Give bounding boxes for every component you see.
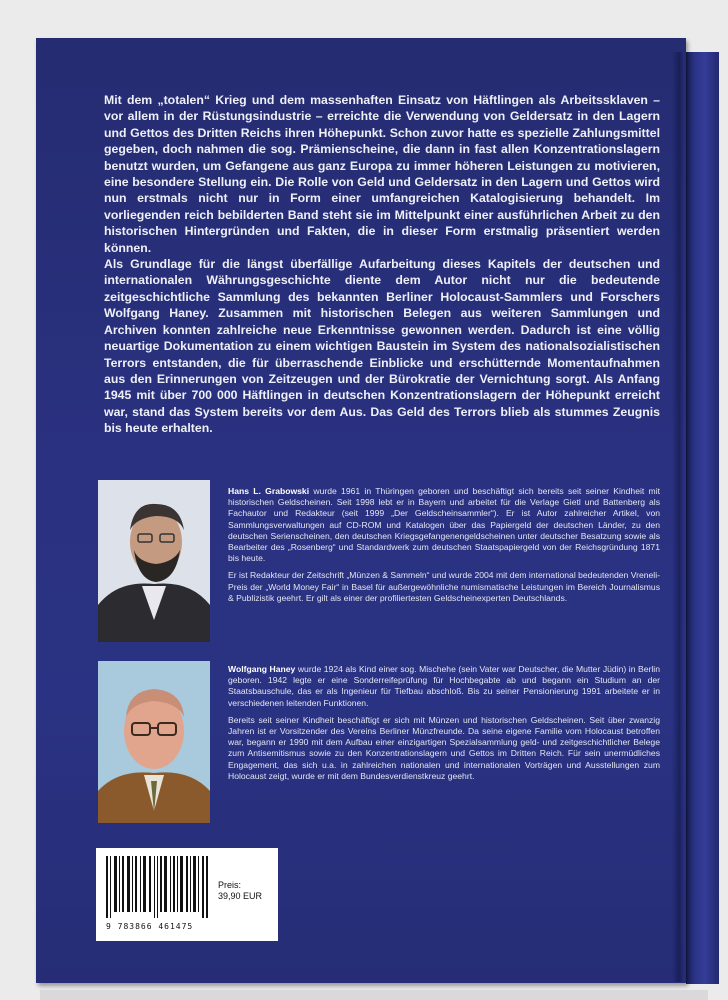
price-label: Preis: bbox=[218, 880, 242, 890]
price-block bbox=[218, 880, 262, 902]
author-name-grabowski: Hans L. Grabowski bbox=[228, 486, 310, 496]
barcode-icon bbox=[106, 856, 210, 918]
price-value: 39,90 EUR bbox=[218, 891, 263, 901]
cover-blurb bbox=[104, 92, 660, 437]
isbn-number: 9 783866 461475 bbox=[106, 922, 194, 931]
barcode-label bbox=[96, 848, 278, 941]
author-photo-grabowski bbox=[98, 480, 210, 642]
bio-haney-1: wurde 1924 als Kind einer sog. Mischehe (sein Vater war Deutscher, die Mutter Jüdin) in Berlin geboren. 1942 legte er eine Sonderreifeprüfung für Hochbegabte ab und begann ein Studium an der Staatsbauschule, das er als Ingenieur für Tiefbau abschloß. Bis zu seiner Pensionierung 1991 arbeitete er in verschiedenen leitenden Funktionen. bbox=[228, 664, 660, 708]
author-bio-haney bbox=[228, 664, 660, 788]
bio-grabowski-1: wurde 1961 in Thüringen geboren und beschäftigt sich bereits seit seiner Kindheit mit historischen Geldscheinen. Seit 1998 lebt er in Bayern und arbeitet für die Verlage Gietl und Battenberg als Fachautor und Redakteur (seit 1999 „Der Geldscheinsammler“). Er ist Autor zahlreicher Artikel, von Sammlungsverwaltungen auf CD-ROM und Katalogen über das Papiergeld der deutschen Länder, zu den deutschen Serienscheinen, den deutschen Kriegsgefangenengeldscheinen unter deutscher Besatzung sowie als Bearbeiter des „Rosenberg“ und Standardwerk zum deutschen Staatspapiergeld von der Reichsgründung 1871 bis heute. bbox=[228, 486, 661, 564]
author-photo-haney bbox=[98, 661, 210, 823]
bio-grabowski-2: Er ist Redakteur der Zeitschrift „Münzen & Sammeln“ und wurde 2004 mit dem international bedeutenden Vreneli-Preis der „World Money Fair“ in Basel für außergewöhnliche numismatische Leistungen im Bereich Journalismus & Publizistik geehrt. Er gilt als einer der profiliertesten Geldscheinexperten Deutschlands. bbox=[228, 570, 660, 603]
book-spine bbox=[686, 52, 719, 984]
blurb-paragraph-1: Mit dem „totalen“ Krieg und dem massenhaften Einsatz von Häftlingen als Arbeitssklaven – vor allem in der Rüstungsindustrie – erreichte die Verwendung von Geldersatz in den Lagern und Gettos des Dritten Reichs ihren Höhepunkt. Schon zuvor hatte es spezielle Zahlungsmittel gegeben, doch nahmen die sog. Prämienscheine, die dann in fast allen Konzentrationslagern benutzt wurden, um Gefangene aus ganz Europa zu immer höheren Leistungen zu motivieren, eine besondere Stellung ein. Die Rolle von Geld und Geldersatz in den Lagern und Gettos wird nun erstmals nicht nur in Form einer umfangreichen Katalogisierung behandelt. Im vorliegenden reich bebilderten Band steht sie im Mittelpunkt einer ausführlichen Arbeit zu den historischen Hintergründen und Fakten, die in dieser Form erstmalig präsentiert werden können. bbox=[104, 93, 660, 255]
cover-hinge bbox=[672, 52, 684, 982]
bio-haney-2: Bereits seit seiner Kindheit beschäftigt er sich mit Münzen und historischen Geldscheinen. Seit über zwanzig Jahren ist er Vorsitzender des Vereins Berliner Münzfreunde. Da seine eigene Familie vom Holocaust betroffen war, begann er 1990 mit dem Aufbau einer einzigartigen Spezialsammlung geld- und zeitgeschichtlicher Belege zum Antisemitismus sowie zu den Konzentrationslagern und Gettos im Dritten Reich. Für sein unermüdliches Engagement, das sich u.a. in zahlreichen nationalen und internationalen Vorträgen und Ausstellungen zum Holocaust zeigt, wurde er mit dem Bundesverdienstkreuz geehrt. bbox=[228, 714, 660, 781]
author-bio-grabowski bbox=[228, 486, 660, 610]
blurb-paragraph-2: Als Grundlage für die längst überfällige Aufarbeitung dieses Kapitels der deutschen und internationalen Währungsgeschichte diente dem Autor nicht nur die bedeutende zeitgeschichtliche Sammlung des bekannten Berliner Holocaust-Sammlers und Forschers Wolfgang Haney. Zusammen mit historischen Belegen aus weiteren Sammlungen und Archiven konnten zahlreiche neue Erkenntnisse gewonnen werden. Dadurch ist eine völlig neuartige Dokumentation zu einem wichtigen Baustein im System des nationalsozialistischen Terrors entstanden, die für überraschende Einblicke und erschütternde Momentaufnahmen aus den Erinnerungen von Zeitzeugen und der Bürokratie der Vernichtung sorgt. Als Anfang 1945 mit über 700 000 Häftlingen in deutschen Konzentrationslagern der Höhepunkt erreicht war, stand das System bereits vor dem Aus. Das Geld des Terrors blieb als stummes Zeugnis bis heute erhalten. bbox=[104, 257, 660, 436]
cover-shadow bbox=[40, 990, 708, 1000]
author-name-haney: Wolfgang Haney bbox=[228, 664, 296, 674]
